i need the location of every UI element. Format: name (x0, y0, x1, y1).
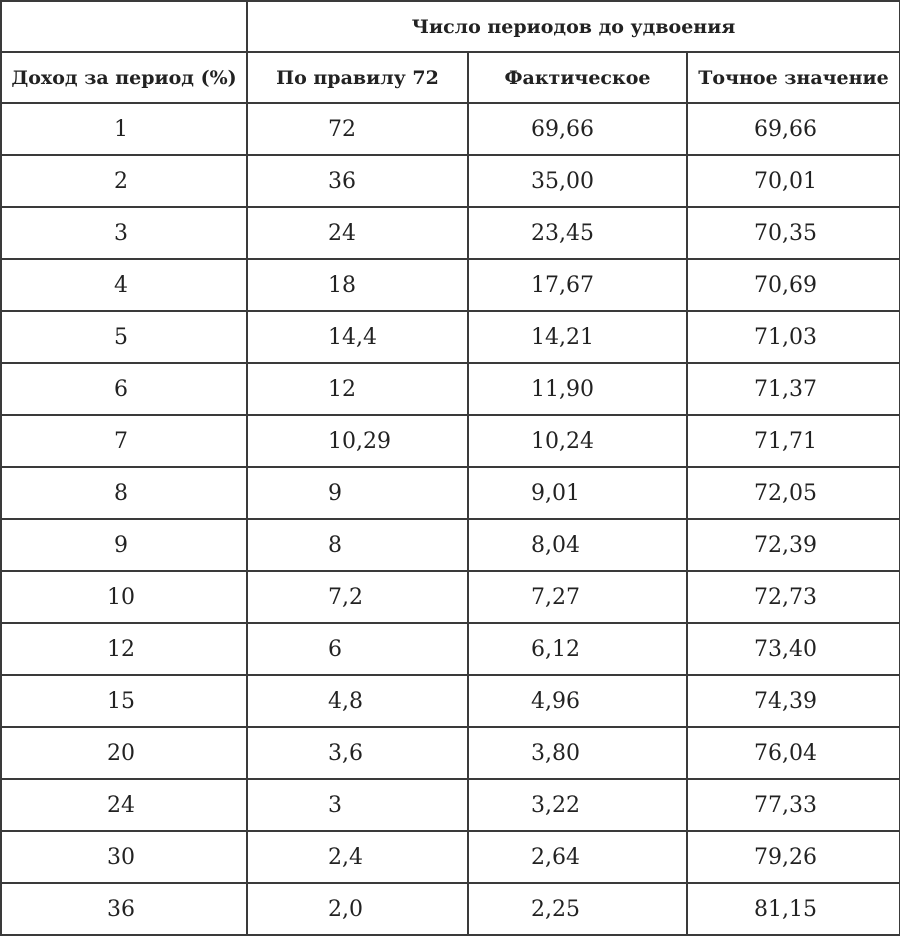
exact-cell: 73,40 (687, 623, 900, 675)
actual-cell: 3,80 (468, 727, 687, 779)
table-row (1, 467, 900, 519)
empty-corner-cell (1, 1, 247, 52)
exact-cell: 70,35 (687, 207, 900, 259)
return-cell: 4 (1, 259, 247, 311)
actual-cell: 14,21 (468, 311, 687, 363)
exact-cell: 71,03 (687, 311, 900, 363)
exact-cell: 70,69 (687, 259, 900, 311)
rule72-cell: 2,0 (247, 883, 468, 935)
return-cell: 9 (1, 519, 247, 571)
return-cell: 8 (1, 467, 247, 519)
table-row (1, 623, 900, 675)
return-cell: 1 (1, 103, 247, 155)
rule72-cell: 36 (247, 155, 468, 207)
exact-cell: 70,01 (687, 155, 900, 207)
table-row (1, 675, 900, 727)
actual-cell: 2,25 (468, 883, 687, 935)
exact-cell: 71,71 (687, 415, 900, 467)
return-cell: 2 (1, 155, 247, 207)
exact-cell: 81,15 (687, 883, 900, 935)
rule72-cell: 72 (247, 103, 468, 155)
table-row (1, 311, 900, 363)
return-cell: 3 (1, 207, 247, 259)
group-header-row (1, 1, 900, 52)
return-cell: 20 (1, 727, 247, 779)
return-cell: 6 (1, 363, 247, 415)
actual-cell: 8,04 (468, 519, 687, 571)
return-cell: 10 (1, 571, 247, 623)
table-row (1, 259, 900, 311)
rule72-cell: 8 (247, 519, 468, 571)
return-cell: 36 (1, 883, 247, 935)
return-cell: 24 (1, 779, 247, 831)
rule72-cell: 24 (247, 207, 468, 259)
rule72-cell: 3,6 (247, 727, 468, 779)
rule72-cell: 12 (247, 363, 468, 415)
rule72-cell: 7,2 (247, 571, 468, 623)
column-header-rule72: По правилу 72 (247, 52, 468, 103)
actual-cell: 35,00 (468, 155, 687, 207)
table-row (1, 155, 900, 207)
return-cell: 15 (1, 675, 247, 727)
actual-cell: 2,64 (468, 831, 687, 883)
rule72-cell: 10,29 (247, 415, 468, 467)
return-cell: 12 (1, 623, 247, 675)
exact-cell: 74,39 (687, 675, 900, 727)
table-row (1, 207, 900, 259)
exact-cell: 72,73 (687, 571, 900, 623)
table-row (1, 571, 900, 623)
table-body (1, 103, 900, 935)
exact-cell: 72,39 (687, 519, 900, 571)
table-row (1, 779, 900, 831)
column-header-row (1, 52, 900, 103)
exact-cell: 76,04 (687, 727, 900, 779)
table-row (1, 883, 900, 935)
group-header: Число периодов до удвоения (247, 1, 900, 52)
exact-cell: 69,66 (687, 103, 900, 155)
column-header-exact: Точное значение (687, 52, 900, 103)
return-cell: 30 (1, 831, 247, 883)
actual-cell: 69,66 (468, 103, 687, 155)
table-row (1, 727, 900, 779)
actual-cell: 7,27 (468, 571, 687, 623)
actual-cell: 11,90 (468, 363, 687, 415)
actual-cell: 23,45 (468, 207, 687, 259)
rule72-cell: 9 (247, 467, 468, 519)
exact-cell: 72,05 (687, 467, 900, 519)
return-cell: 7 (1, 415, 247, 467)
actual-cell: 6,12 (468, 623, 687, 675)
exact-cell: 77,33 (687, 779, 900, 831)
rule72-cell: 14,4 (247, 311, 468, 363)
actual-cell: 4,96 (468, 675, 687, 727)
exact-cell: 79,26 (687, 831, 900, 883)
actual-cell: 17,67 (468, 259, 687, 311)
rule72-cell: 4,8 (247, 675, 468, 727)
table-row (1, 103, 900, 155)
rule72-cell: 2,4 (247, 831, 468, 883)
rule72-cell: 3 (247, 779, 468, 831)
exact-cell: 71,37 (687, 363, 900, 415)
table-row (1, 519, 900, 571)
actual-cell: 3,22 (468, 779, 687, 831)
actual-cell: 10,24 (468, 415, 687, 467)
table-row (1, 415, 900, 467)
column-header-actual: Фактическое (468, 52, 687, 103)
rule72-cell: 18 (247, 259, 468, 311)
actual-cell: 9,01 (468, 467, 687, 519)
table-row (1, 831, 900, 883)
rule72-cell: 6 (247, 623, 468, 675)
return-cell: 5 (1, 311, 247, 363)
column-header-return: Доход за период (%) (1, 52, 247, 103)
table-row (1, 363, 900, 415)
